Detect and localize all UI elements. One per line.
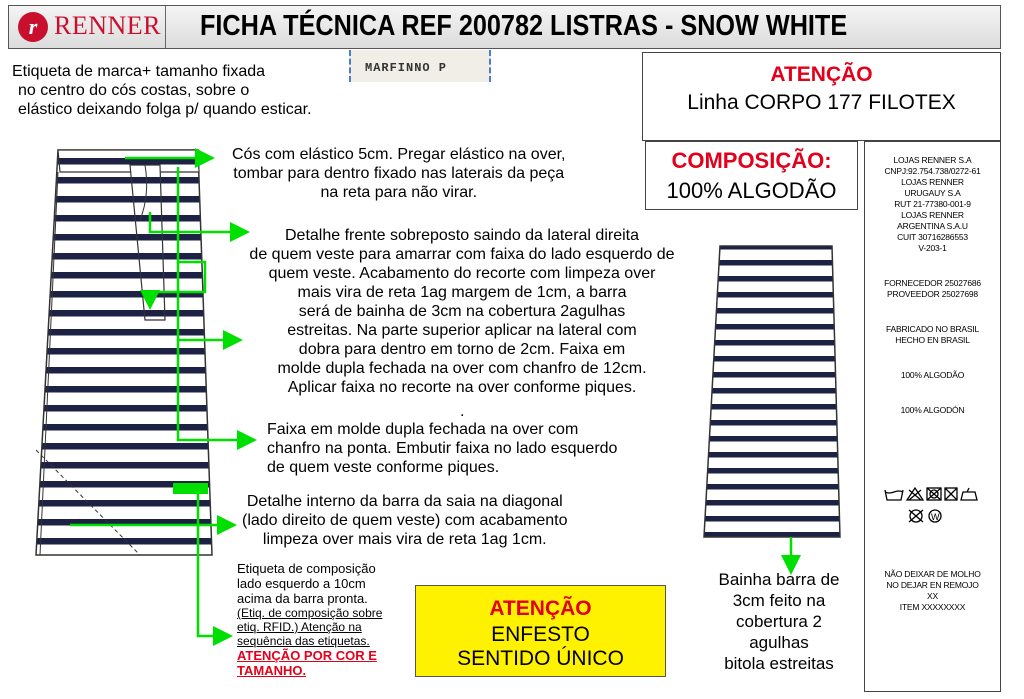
brand-label-note: Etiqueta de marca+ tamanho fixada no centro do cós costas, sobre o elástico deixando folga p/ quando esticar. xyxy=(12,63,312,118)
attention-thread-text: Linha CORPO 177 FILOTEX xyxy=(687,91,956,114)
waistband-note: Cós com elástico 5cm. Pregar elástico na over, tombar para dentro fixado nas laterais da peça na reta para não virar. xyxy=(232,146,566,201)
svg-text:W: W xyxy=(931,512,940,522)
brand-name: RENNER xyxy=(54,11,161,40)
attention-cut-line-2: SENTIDO ÚNICO xyxy=(457,647,624,670)
care-label-text: LOJAS RENNER S.A CNPJ:92.754.738/0272-61 LOJAS RENNER URUGAUY S.A RUT 21-77380-001-9 LOJAS RENNER ARGENTINA S.A.U CUIT 30716286553 V-203-1 FORNECEDOR 25027686 PROVEEDOR 25027698 FABRICADO NO BRASIL HECHO EN BRASIL 100% ALGODÃO 100% ALGODÓN xyxy=(884,155,981,415)
attention-cut-line-1: ENFESTO xyxy=(491,623,590,646)
attention-thread-title: ATENÇÃO xyxy=(770,63,873,86)
stray-dot: . xyxy=(460,403,465,420)
care-label-footer: NÃO DEIXAR DE MOLHO NO DEJAR EN REMOJO XX ITEM XXXXXXXX xyxy=(884,569,981,612)
sash-note: Faixa em molde dupla fechada na over com chanfro na ponta. Embutir faixa no lado esquerdo de quem veste conforme piques. xyxy=(267,421,618,476)
composition-title: COMPOSIÇÃO: xyxy=(671,148,832,173)
hem-detail-note: Detalhe interno da barra da saia na diagonal (lado direito de quem veste) com acabamento limpeza over mais vira de reta 1ag 1cm. xyxy=(242,493,568,548)
composition-text: 100% ALGODÃO xyxy=(666,178,837,203)
brand-tag-image: MARFINNO P xyxy=(349,50,491,82)
back-skirt-drawing xyxy=(704,246,840,537)
composition-label-note: Etiqueta de composição lado esquerdo a 10cm acima da barra pronta. (Etiq. de composição sobre etiq. RFID.) Atenção na sequência das etiquetas. ATENÇÃO POR COR E TAMANHO. xyxy=(237,561,383,678)
back-hem-note: Bainha barra de 3cm feito na cobertura 2 agulhas bitola estreitas xyxy=(718,570,840,673)
attention-cut-title: ATENÇÃO xyxy=(489,597,592,620)
front-detail-note: Detalhe frente sobreposto saindo da lateral direita de quem veste para amarrar com faixa do lado esquerdo de quem veste. Acabamento do recorte com limpeza over mais vira de reta 1ag margem de 1cm, a barra será de bainha de 3cm na cobertura 2agulhas estreitas. Na parte superior aplicar na lateral com dobra para dentro em torno de 2cm. Faixa em molde dupla fechada na over com chanfro de 12cm. Aplicar faixa no recorte na over conforme piques. xyxy=(249,227,675,396)
front-skirt-drawing xyxy=(36,150,212,555)
brand-logo-icon: r xyxy=(18,12,48,42)
attention-cut-box xyxy=(415,585,666,677)
page-title: FICHA TÉCNICA REF 200782 LISTRAS - SNOW WHITE xyxy=(200,10,848,42)
